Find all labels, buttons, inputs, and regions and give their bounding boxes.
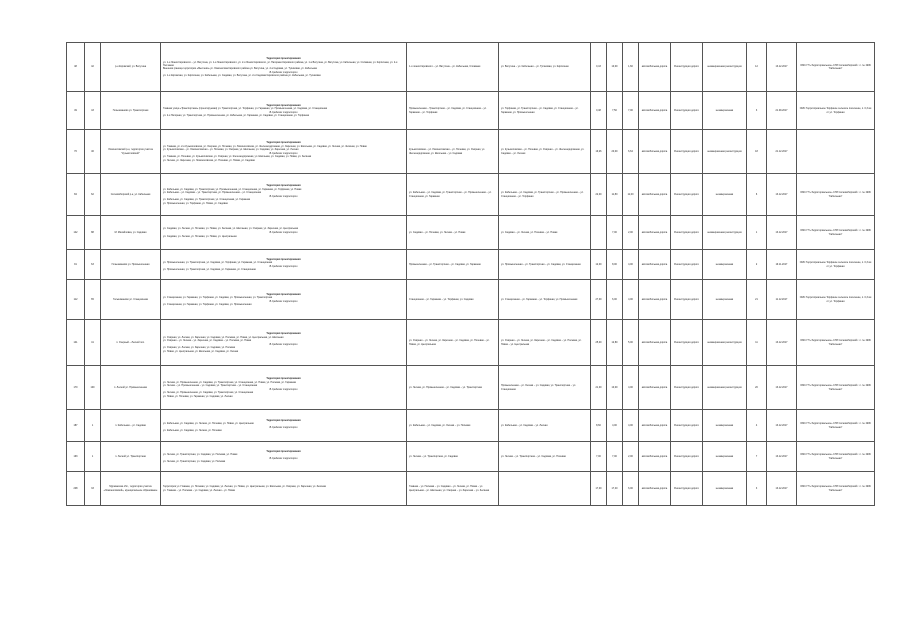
section-subheading: В пределах территории xyxy=(269,110,298,114)
row-index-cell: 41 xyxy=(85,320,101,366)
length-cell xyxy=(591,216,607,250)
route-start-cell: 1-я линия Кировского – ул. Ватутина – ул. Кабельная, Сплавная xyxy=(407,43,499,92)
table-row xyxy=(67,174,875,216)
table-row xyxy=(67,130,875,174)
row-index-cell: 33 xyxy=(85,472,101,506)
row-number-cell: 187 xyxy=(67,410,85,442)
date-cell: 13.12.2017 xyxy=(767,43,797,92)
route-start-cell: Кузьмоловская – ул. Ломоносовская – ул. Полевая, ул. Озёрная, ул. Железнодорожная, ул. Школьная – ул. Садовая xyxy=(407,130,499,174)
work-type-cell: Реконструкция дороги xyxy=(671,250,703,280)
note-cell: ОМС ГП «Территориальное» СПб Сосновоборский г. п. № 1906 "Кабельная" xyxy=(797,472,875,506)
route-end-cell: ул. Озёрная – ул. Лесная, ул. Заречная – ул. Садовая – ул. Полевая, ул. Новая – ул. Центральная xyxy=(499,320,591,366)
note-cell: ОМС Территориальное Торфяное сельское поселение, п. 0,3 км от ул. Торфяная xyxy=(797,280,875,320)
lanes-cell: 4,00 xyxy=(623,250,639,280)
section-subheading: В пределах территории xyxy=(269,264,298,268)
width-cell: 12,80 xyxy=(607,320,623,366)
description-line: ул. Промышленная, ул. Транспортная, ул. Садовая, ул. Гаражная, ул. Станционная xyxy=(163,268,256,272)
note-cell xyxy=(797,130,875,174)
row-number-cell: 84 xyxy=(67,174,85,216)
description-cell xyxy=(161,216,407,250)
table-row xyxy=(67,410,875,442)
table-row xyxy=(67,442,875,472)
location-name-cell: М. Михайловка, ул. Садовая xyxy=(101,216,161,250)
description-line: Внешняя граница территории «Мыслево» ул. Ломоносова Кировского района ул. Ватутина, ул. 2-я Садовая, ул. Тупиковая, ул. Кабельная xyxy=(163,67,317,70)
status-cell: незавершённая xyxy=(703,92,747,130)
description-line: ул. Главная, ул. Полевая, ул. Кузьмоловская, ул. Озёрная, ул. Железнодорожная, ул. Школьная, ул. Садовая, ул. Новая, ул. Зелёная xyxy=(163,155,312,159)
status-cell: незавершённая xyxy=(703,250,747,280)
note-cell: ОМС Территориальное Торфяное сельское поселение, п. 0,3 км от ул. Торфяная xyxy=(797,92,875,130)
description-line: ул. Лесная, ул. Промышленная, ул. Садовая, ул. Транспортная, ул. Станционная, ул. Новая, ул. Полевая, ул. Гаражная xyxy=(163,380,296,384)
lanes-cell: 7,00 xyxy=(623,92,639,130)
description-cell xyxy=(161,92,407,130)
object-type-cell: автомобильная дорога xyxy=(639,410,671,442)
count-cell: 21 xyxy=(747,280,767,320)
status-cell: незавершённая реконструкция xyxy=(703,320,747,366)
description-cell xyxy=(161,472,407,506)
description-line: ул. Лесная, ул. Транспортная, ул. Садовая, ул. Полевая xyxy=(163,460,226,464)
note-cell: ОМС ГП «Территориальное» СПб Сосновоборский г. п. № 1906 "Кабельная" xyxy=(797,43,875,92)
note-cell: ОМС ГП «Территориальное» СПб Сосновоборский г. п. № 1906 "Кабельная" xyxy=(797,216,875,250)
length-cell: 0,48 xyxy=(591,92,607,130)
description-line: ул. 1-я Кировская, ул. Кирпичная, ул. Кабельная, ул. Садовая, ул. Ватутина, ул. 2-я Садовая Кировского района ул. Кабельная, ул. Тупиковая xyxy=(163,74,321,78)
count-cell: 3 xyxy=(747,472,767,506)
description-line: ул. Главная – ул. Полевая – ул. Садовая, ул. Лесная – ул. Новая xyxy=(163,488,235,492)
section-subheading: В пределах территории xyxy=(269,299,298,303)
lanes-cell: 6,64 xyxy=(623,130,639,174)
object-type-cell: автомобильная дорога xyxy=(639,442,671,472)
route-start-cell: ул. Кабельная – ул. Садовая, ул. Лесная – ул. Полевая xyxy=(407,410,499,442)
section-subheading: В пределах территории xyxy=(269,456,298,460)
description-line: ул. Лесная, ул. Заречная, ул. Ломоносовская, ул. Полевая, ул. Новая, ул. Садовая xyxy=(163,158,255,162)
description-line: ул. Промышленная, ул. Торфяная, ул. Новая, ул. Садовая xyxy=(163,201,228,205)
description-line: ул. Кабельная – ул. Садовая – ул. Транспортная, ул. Промышленная – ул. Станционная xyxy=(163,191,262,195)
note-cell: ОМС ГП «Территориальное» СПб Сосновоборский г. п. № 1906 "Кабельная" xyxy=(797,174,875,216)
object-type-cell: автомобильная дорога xyxy=(639,472,671,506)
description-line: ул. Новая, ул. Центральная, ул. Школьная, ул. Садовая, ул. Лесная xyxy=(163,349,239,353)
length-cell: 25,00 xyxy=(591,320,607,366)
status-cell: незавершённая xyxy=(703,472,747,506)
description-cell xyxy=(161,410,407,442)
width-cell: 7,00 xyxy=(607,442,623,472)
location-name-cell: Ломоносовский р-н, территория участка "Кузьмоловский" xyxy=(101,130,161,174)
count-cell: 11 xyxy=(747,320,767,366)
location-name-cell: п. Лесной ул. Транспортная xyxy=(101,442,161,472)
status-cell: незавершённая xyxy=(703,410,747,442)
width-cell: 7,00 xyxy=(607,216,623,250)
description-line: ул. Станционная, ул. Гаражная, ул. Торфяная, ул. Садовая, ул. Промышленная xyxy=(163,303,252,307)
description-line: ул. 1-я Линия Кировского – ул. Ватутина, ул. 1-я Линия Кировского, ул. 2-я Линия Кировского, ул. Нагорная Кировского района, ул. 1-я Ватутина, ул. Ватутина, ул. Кабельная, ул. Сплавная, ул. Кирпичная, ул. 2-я Песчаная xyxy=(163,60,398,67)
route-end-cell: ул. Кабельная – ул. Садовая – ул. Лесная xyxy=(499,410,591,442)
description-line: ул. Лесная, ул. Промышленная, ул. Садовая, ул. Транспортная, ул. Станционная xyxy=(163,391,254,395)
table-row xyxy=(67,43,875,92)
description-line: Главная улица «Транспортная» (проектируемая) ул. Транспортная, ул. Торфяная, ул. Гаражная, ул. Промышленная, ул. Садовая, ул. Станционная xyxy=(163,107,328,111)
route-start-cell: Промышленная – ул. Транспортная – ул. Садовая, ул. Гаражная xyxy=(407,250,499,280)
data-table xyxy=(66,42,875,506)
width-cell: 7,50 xyxy=(607,92,623,130)
work-type-cell: Реконструкция дороги xyxy=(671,320,703,366)
route-end-cell xyxy=(499,472,591,506)
lanes-cell: 4,00 xyxy=(623,280,639,320)
width-cell: 10,00 xyxy=(607,366,623,410)
route-end-cell: ул. Кузьмоловская – ул. Полевая, ул. Озёрная – ул. Железнодорожная, ул. Садовая – ул. Лесная xyxy=(499,130,591,174)
object-type-cell: автомобильная дорога xyxy=(639,130,671,174)
lanes-cell: 6,00 xyxy=(623,472,639,506)
table-row xyxy=(67,92,875,130)
row-number-cell: 193 xyxy=(67,442,85,472)
lanes-cell: 11,00 xyxy=(623,174,639,216)
description-cell xyxy=(161,130,407,174)
route-end-cell: ул. Лесная – ул. Транспортная – ул. Садовая, ул. Полевая xyxy=(499,442,591,472)
location-name-cell: п. Озерный – Лесной пос. xyxy=(101,320,161,366)
note-cell: ОМС ГП «Территориальное» СПб Сосновоборский г. п. № 1906 "Кабельная" xyxy=(797,320,875,366)
row-number-cell: 112 xyxy=(67,280,85,320)
status-cell: незавершённая xyxy=(703,442,747,472)
lanes-cell: 4,00 xyxy=(623,366,639,410)
object-type-cell: автомобильная дорога xyxy=(639,250,671,280)
description-line: ул. Главная, ул. 2-я Кузьмоловская, ул. Озёрная, ул. Полевая, ул. Ломоносовская, ул. Железнодорожная, ул. Заречная, ул. Школьная, ул. Садовая, ул. Лесная, ул. Зелёная, ул. Новая xyxy=(163,144,367,148)
description-line: ул. Промышленная, ул. Транспортная, ул. Садовая, ул. Торфяная, ул. Гаражная, ул. Станционная xyxy=(163,261,273,265)
object-type-cell: автомобильная дорога xyxy=(639,366,671,410)
count-cell: 7 xyxy=(747,442,767,472)
location-name-cell: Голышманово ул. Станционная xyxy=(101,280,161,320)
section-heading: Территория проектирования xyxy=(266,449,301,453)
count-cell: 4 xyxy=(747,410,767,442)
location-name-cell: п. Кабельная – ул. Садовая xyxy=(101,410,161,442)
status-cell: незавершённая реконструкция xyxy=(703,216,747,250)
route-start-cell: Станционная – ул. Гаражная – ул. Торфяная, ул. Садовая xyxy=(407,280,499,320)
section-heading: Территория проектирования xyxy=(266,103,301,107)
length-cell: 19,26 xyxy=(591,130,607,174)
date-cell: 13.12.2017 xyxy=(767,410,797,442)
date-cell: 13.12.2017 xyxy=(767,320,797,366)
date-cell: 21.09.2017 xyxy=(767,92,797,130)
row-index-cell: 43 xyxy=(85,92,101,130)
row-number-cell: 141 xyxy=(67,320,85,366)
description-line: ул. Садовая, ул. Лесная, ул. Полевая, ул. Новая, ул. Зелёная, ул. Школьная, ул. Озёрная, ул. Заречная, ул. Центральная xyxy=(163,227,298,231)
location-name-cell: Сосновоборский р-н, ул. Кабельная xyxy=(101,174,161,216)
work-type-cell: Реконструкция дороги xyxy=(671,366,703,410)
date-cell: 19.11.2017 xyxy=(767,250,797,280)
count-cell: 20 xyxy=(747,366,767,410)
count-cell: 1 xyxy=(747,216,767,250)
length-cell: 12,00 xyxy=(591,250,607,280)
section-heading: Территория проектирования xyxy=(266,377,301,381)
section-heading: Территория проектирования xyxy=(266,257,301,261)
row-number-cell: 48 xyxy=(67,43,85,92)
length-cell: 22,00 xyxy=(591,174,607,216)
status-cell: незавершённая реконструкция xyxy=(703,366,747,410)
note-cell: ОМС ГП «Территориальное» СПб Сосновоборский г. п. № 1906 "Кабельная" xyxy=(797,410,875,442)
length-cell: 17,00 xyxy=(591,472,607,506)
location-name-cell: р-н Кировский, ул. Ватутина xyxy=(101,43,161,92)
row-index-cell: 42 xyxy=(85,43,101,92)
count-cell: 18 xyxy=(747,130,767,174)
route-start-cell: ул. Садовая – ул. Полевая, ул. Лесная – ул. Новая xyxy=(407,216,499,250)
route-end-cell: ул. Торфяная, ул. Транспортная – ул. Садовая, ул. Станционная – ул. Гаражная, ул. Промышленная xyxy=(499,92,591,130)
section-heading: Территория проектирования xyxy=(266,292,301,296)
description-line: ул. Станционная, ул. Гаражная, ул. Торфяная, ул. Садовая, ул. Промышленная, ул. Транспортная xyxy=(163,296,273,300)
section-subheading: В пределах территории xyxy=(269,230,298,234)
count-cell: 3 xyxy=(747,92,767,130)
object-type-cell: автомобильная дорога xyxy=(639,280,671,320)
description-line: ул. Новая, ул. Полевая, ул. Гаражная, ул. Садовая, ул. Лесная xyxy=(163,394,233,398)
table-row xyxy=(67,280,875,320)
width-cell: 10,00 xyxy=(607,43,623,92)
status-cell: незавершённая реконструкция xyxy=(703,43,747,92)
route-end-cell: ул. Ватутина – ул. Кабельная – ул. Тупиковая, ул. Кирпичная xyxy=(499,43,591,92)
row-index-cell: 62 xyxy=(85,174,101,216)
count-cell: 12 xyxy=(747,43,767,92)
work-type-cell: Реконструкция дороги xyxy=(671,442,703,472)
date-cell: 21.12.2017 xyxy=(767,130,797,174)
work-type-cell: Реконструкция дороги xyxy=(671,472,703,506)
length-cell: 7,00 xyxy=(591,442,607,472)
width-cell: 17,40 xyxy=(607,472,623,506)
row-index-cell: 65 xyxy=(85,280,101,320)
length-cell: 8,60 xyxy=(591,410,607,442)
work-type-cell: Реконструкция дороги xyxy=(671,216,703,250)
description-cell xyxy=(161,280,407,320)
row-index-cell: 88 xyxy=(85,216,101,250)
description-cell xyxy=(161,366,407,410)
section-subheading: В пределах территории xyxy=(269,194,298,198)
description-line: ул. Озёрная – ул. Лесная – ул. Заречная, ул. Садовая – ул. Полевая, ул. Новая xyxy=(163,339,252,343)
description-cell xyxy=(161,250,407,280)
row-number-cell: 91 xyxy=(67,250,85,280)
description-line: ул. Кабельная, ул. Садовая, ул. Лесная, ул. Полевая, ул. Новая, ул. Центральная xyxy=(163,422,254,426)
route-end-cell: Промышленная – ул. Лесная – ул. Садовая, ул. Транспортная – ул. Станционная xyxy=(499,366,591,410)
work-type-cell: Реконструкция дороги xyxy=(671,43,703,92)
section-heading: Территория проектирования xyxy=(266,418,301,422)
row-index-cell: 1 xyxy=(85,410,101,442)
count-cell: 6 xyxy=(747,174,767,216)
work-type-cell: Реконструкция дороги xyxy=(671,280,703,320)
row-number-cell: 208 xyxy=(67,472,85,506)
description-line: ул. Озёрная, ул. Лесная, ул. Заречная, ул. Садовая, ул. Полевая, ул. Новая, ул. Центральная, ул. Школьная xyxy=(163,335,284,339)
work-type-cell: Реконструкция дороги xyxy=(671,130,703,174)
lanes-cell: 4,00 xyxy=(623,410,639,442)
section-subheading: В пределах территории xyxy=(269,425,298,429)
description-line: ул. Лесная, ул. Транспортная, ул. Садовая, ул. Полевая, ул. Новая xyxy=(163,453,238,457)
description-cell xyxy=(161,320,407,366)
description-line: ул. Кабельная, ул. Садовая, ул. Транспортная, ул. Промышленная, ул. Станционная, ул. Гаражная, ул. Торфяная, ул. Новая xyxy=(163,187,302,191)
object-type-cell: автомобильная дорога xyxy=(639,43,671,92)
width-cell: 11,80 xyxy=(607,174,623,216)
row-index-cell: 1 xyxy=(85,442,101,472)
section-heading: Территория проектирования xyxy=(266,332,301,336)
section-subheading: В пределах территории xyxy=(269,151,298,155)
route-end-cell: ул. Садовая – ул. Лесная, ул. Полевая – ул. Новая xyxy=(499,216,591,250)
description-cell xyxy=(161,442,407,472)
date-cell: 13.12.2017 xyxy=(767,174,797,216)
table-row xyxy=(67,366,875,410)
section-subheading: В пределах территории xyxy=(269,70,298,74)
section-heading: Территория проектирования xyxy=(266,56,301,60)
row-index-cell: 46 xyxy=(85,130,101,174)
lanes-cell: 2,00 xyxy=(623,442,639,472)
width-cell: 4,00 xyxy=(607,410,623,442)
date-cell: 13.12.2017 xyxy=(767,442,797,472)
object-type-cell: автомобильная дорога xyxy=(639,320,671,366)
location-name-cell: Мурманская обл., территория участка «Ломоносовский», муниципальное образование xyxy=(101,472,161,506)
table-row xyxy=(67,250,875,280)
count-cell: 2 xyxy=(747,250,767,280)
status-cell: незавершённая xyxy=(703,174,747,216)
length-cell: 27,00 xyxy=(591,280,607,320)
date-cell: 13.12.2017 xyxy=(767,216,797,250)
description-line: ул. Лесная – ул. Промышленная – ул. Садовая, ул. Транспортная – ул. Станционная xyxy=(163,384,258,388)
row-number-cell: 170 xyxy=(67,366,85,410)
row-index-cell: 63 xyxy=(85,250,101,280)
row-number-cell: 76 xyxy=(67,130,85,174)
width-cell: 8,00 xyxy=(607,250,623,280)
route-end-cell: ул. Кабельная – ул. Садовая, ул. Транспортная – ул. Промышленная – ул. Станционная – ул. Торфяная xyxy=(499,174,591,216)
work-type-cell: Реконструкция дороги xyxy=(671,174,703,216)
lanes-cell: 1,60 xyxy=(623,43,639,92)
row-index-cell: 100 xyxy=(85,366,101,410)
row-number-cell: 49 xyxy=(67,92,85,130)
date-cell: 11.12.2017 xyxy=(767,280,797,320)
date-cell: 13.12.2017 xyxy=(767,472,797,506)
route-end-cell: ул. Промышленная – ул. Транспортная – ул. Садовая, ул. Станционная xyxy=(499,250,591,280)
row-number-cell: 142 xyxy=(67,216,85,250)
length-cell: 21,00 xyxy=(591,366,607,410)
description-line: ул. Кабельная, ул. Садовая, ул. Транспортная, ул. Станционная, ул. Гаражная xyxy=(163,198,251,202)
work-type-cell: Реконструкция дороги xyxy=(671,410,703,442)
work-type-cell: Реконструкция дороги xyxy=(671,92,703,130)
description-cell xyxy=(161,43,407,92)
object-type-cell: автомобильная дорога xyxy=(639,216,671,250)
table-row xyxy=(67,472,875,506)
object-type-cell: автомобильная дорога xyxy=(639,174,671,216)
description-cell xyxy=(161,174,407,216)
location-name-cell: п. Лесной ул. Промышленная xyxy=(101,366,161,410)
note-cell: ОМС Территориальное Торфяное сельское поселение, п. 0,3 км от ул. Торфяная xyxy=(797,250,875,280)
section-heading: Территория проектирования xyxy=(266,184,301,188)
description-line: Территория ул. Главная, ул. Полевая, ул. Садовая, ул. Лесная, ул. Новая, ул. Центральная, ул. Школьная, ул. Озёрная, ул. Заречная, ул. Зелёная xyxy=(163,485,326,489)
route-start-cell: Промышленная – Транспортная – ул. Садовая, ул. Станционная – ул. Гаражная – ул. Торфяная xyxy=(407,92,499,130)
section-heading: Территория проектирования xyxy=(266,141,301,145)
lanes-cell: 2,00 xyxy=(623,216,639,250)
location-name-cell: Голышманово ул. Промышленная xyxy=(101,250,161,280)
width-cell: 20,00 xyxy=(607,130,623,174)
route-start-cell: ул. Лесная, ул. Промышленная – ул. Садовая – ул. Транспортная xyxy=(407,366,499,410)
width-cell: 6,00 xyxy=(607,280,623,320)
description-line: ул. Озёрная, ул. Лесная, ул. Заречная, ул. Садовая, ул. Полевая xyxy=(163,346,236,350)
table-row xyxy=(67,320,875,366)
route-end-cell: ул. Станционная – ул. Гаражная – ул. Торфяная, ул. Промышленная xyxy=(499,280,591,320)
note-cell: ОМС ГП «Территориальное» СПб Сосновоборский г. п. № 1906 "Кабельная" xyxy=(797,366,875,410)
description-line: ул. Кабельная, ул. Садовая, ул. Лесная, ул. Полевая xyxy=(163,429,222,433)
note-cell: ОМС ГП «Территориальное» СПб Сосновоборский г. п. № 1906 "Кабельная" xyxy=(797,442,875,472)
status-cell: незавершённая xyxy=(703,280,747,320)
object-type-cell: автомобильная дорога xyxy=(639,92,671,130)
description-line: ул. Кузьмоловская – ул. Ломоносовская – ул. Полевая, ул. Озёрная, ул. Школьная, ул. Садовая, ул. Заречная, ул. Лесная xyxy=(163,148,299,152)
date-cell: 13.12.2017 xyxy=(767,366,797,410)
section-subheading: В пределах территории xyxy=(269,387,298,391)
route-start-cell: ул. Озёрная – ул. Лесная, ул. Заречная – ул. Садовая, ул. Полевая – ул. Новая, ул. Центральная xyxy=(407,320,499,366)
length-cell: 0,43 xyxy=(591,43,607,92)
status-cell: незавершённая реконструкция xyxy=(703,130,747,174)
section-subheading: В пределах территории xyxy=(269,342,298,346)
route-start-cell: ул. Кабельная – ул. Садовая, ул. Транспортная – ул. Промышленная – ул. Станционная, ул. Гаражная xyxy=(407,174,499,216)
lanes-cell: 5,00 xyxy=(623,320,639,366)
route-start-cell: ул. Лесная – ул. Транспортная, ул. Садовая xyxy=(407,442,499,472)
description-line: ул. Садовая, ул. Лесная, ул. Полевая, ул. Новая, ул. Центральная xyxy=(163,234,237,238)
description-line: ул. 2-я Нагорная, ул. Транспортная, ул. Промышленная, ул. Кабельная, ул. Гаражная, ул. Садовая, ул. Станционная, ул. Торфяная xyxy=(163,114,309,118)
location-name-cell: Голышманово ул. Транспортная xyxy=(101,92,161,130)
route-start-cell: Главная – ул. Полевая – ул. Садовая – ул. Лесная, ул. Новая – ул. Центральная – ул. Школьная, ул. Озёрная – ул. Заречная – ул. Зелёная xyxy=(407,472,499,506)
table-row xyxy=(67,216,875,250)
